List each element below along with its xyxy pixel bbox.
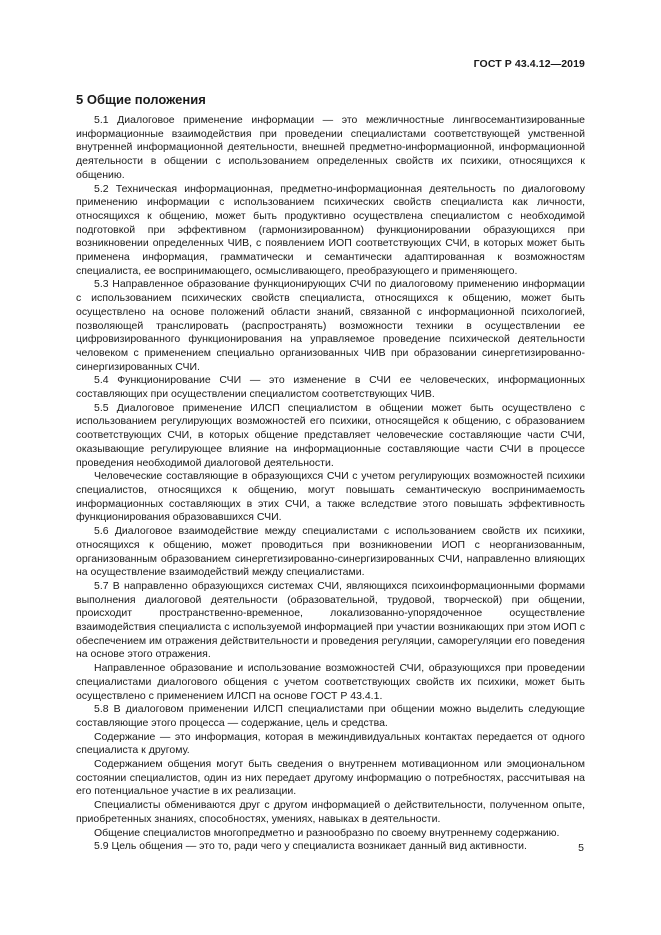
paragraph-5-5: 5.5 Диалоговое применение ИЛСП специалистом в общении может быть осуществлено с использованием регулирующих возможностей его психики, относящейся к общению, с образованием соответствующих СЧИ, в которых общение представляет человеческие составляющие части СЧИ, оказывающие регулирующее влияние на информационные составляющие части СЧИ в процессе проведения необходимой диалоговой деятельности. [76, 401, 585, 469]
paragraph-5-5-continued: Человеческие составляющие в образующихся СЧИ с учетом регулирующих возможностей психики специалистов, относящихся к общению, могут повышать семантическую воспринимаемость информационных составляющих в этих СЧИ, а также вследствие этого повышать эффективность функционирования образовавшихся СЧИ. [76, 470, 585, 524]
paragraph-5-4: 5.4 Функционирование СЧИ — это изменение в СЧИ ее человеческих, информационных составляющих при осуществлении специалистом соответствующих ЧИВ. [76, 374, 585, 401]
paragraph-5-1: 5.1 Диалоговое применение информации — это межличностные лингвосемантизированные информационные взаимодействия при проведении специалистами соответствующей умственной внутренней информационной деятельности, внешней предметно-информационной, информационной деятельности в общении с использованием определенных свойств их психики, относящихся к общению. [76, 114, 585, 181]
page-number: 5 [578, 842, 584, 854]
section-body [76, 114, 585, 854]
section-title: 5 Общие положения [76, 92, 206, 107]
paragraph-content-definition: Содержание — это информация, которая в межиндивидуальных контактах передается от одного специалиста к другому. [76, 730, 585, 757]
paragraph-5-9: 5.9 Цель общения — это то, ради чего у специалиста возникает данный вид активности. [94, 840, 527, 853]
paragraph-multisubject: Общение специалистов многопредметно и разнообразно по своему внутреннему содержанию. [94, 826, 560, 839]
paragraph-5-6: 5.6 Диалоговое взаимодействие между специалистами с использованием свойств их психики, относящихся к общению, может проводиться при возникновении ИОП с неорганизованным, организованным образованием синергетизированно-синергизированных СЧИ, направленно влияющих на осуществление взаимодействий между специалистами. [76, 525, 585, 579]
standard-header: ГОСТ Р 43.4.12—2019 [473, 58, 585, 70]
paragraph-5-2: 5.2 Техническая информационная, предметно-информационная деятельность по диалоговому применению информации с использованием психических свойств специалиста как личности, относящихся к общению, может быть продуктивно осуществлена специалистом с необходимой подготовкой при эффективном (гармонизированном) функционировании образующихся при возникновении определенных ЧИВ, с появлением ИОП соответствующих СЧИ, в которых может быть применена информация, грамматически и семантически адаптированная к возможностям специалиста, ее воспринимающего, осмысливающего, преобразующего и применяющего. [76, 182, 585, 277]
paragraph-information-exchange: Специалисты обмениваются друг с другом информацией о действительности, полученном опыте, приобретенных знаниях, способностях, умениях, навыках в деятельности. [76, 799, 585, 825]
paragraph-5-7: 5.7 В направленно образующихся системах СЧИ, являющихся психоинформационными формами выполнения диалоговой деятельности (образовательной, трудовой, творческой) при общении, происходит пространственно-временное, локализованно-упорядоченное осуществление взаимодействия специалиста с используемой информацией при участии возникающих при этом ИОП с обеспечением им отражения действительности и проведения регуляции, саморегуляции его поведения на основе этого отражения. [76, 579, 585, 661]
paragraph-5-7-continued: Направленное образование и использование возможностей СЧИ, образующихся при проведении специалистами диалогового общения с учетом соответствующих свойств их психики, может быть осуществлено с применением ИЛСП на основе ГОСТ Р 43.4.1. [76, 662, 585, 702]
paragraph-content-examples: Содержанием общения могут быть сведения о внутреннем мотивационном или эмоциональном состоянии специалистов, один из них передает другому информацию о потребностях, рассчитывая на его потенциальное участие в их реализации. [76, 758, 585, 798]
paragraph-5-8: 5.8 В диалоговом применении ИЛСП специалистами при общении можно выделить следующие составляющие этого процесса — содержание, цель и средства. [76, 703, 585, 729]
paragraph-5-3: 5.3 Направленное образование функционирующих СЧИ по диалоговому применению информации с использованием психических свойств специалиста, относящихся к общению, может быть осуществлено на основе положений области знаний, связанной с информационной психологией, позволяющей транслировать (распространять) возможности техники в осуществлении ее цифровизированного функционирования на управляемое проведение психической деятельности человеком с применением специально организованных ЧИВ при образовании синергетизированно-синергизированных СЧИ. [76, 278, 585, 373]
